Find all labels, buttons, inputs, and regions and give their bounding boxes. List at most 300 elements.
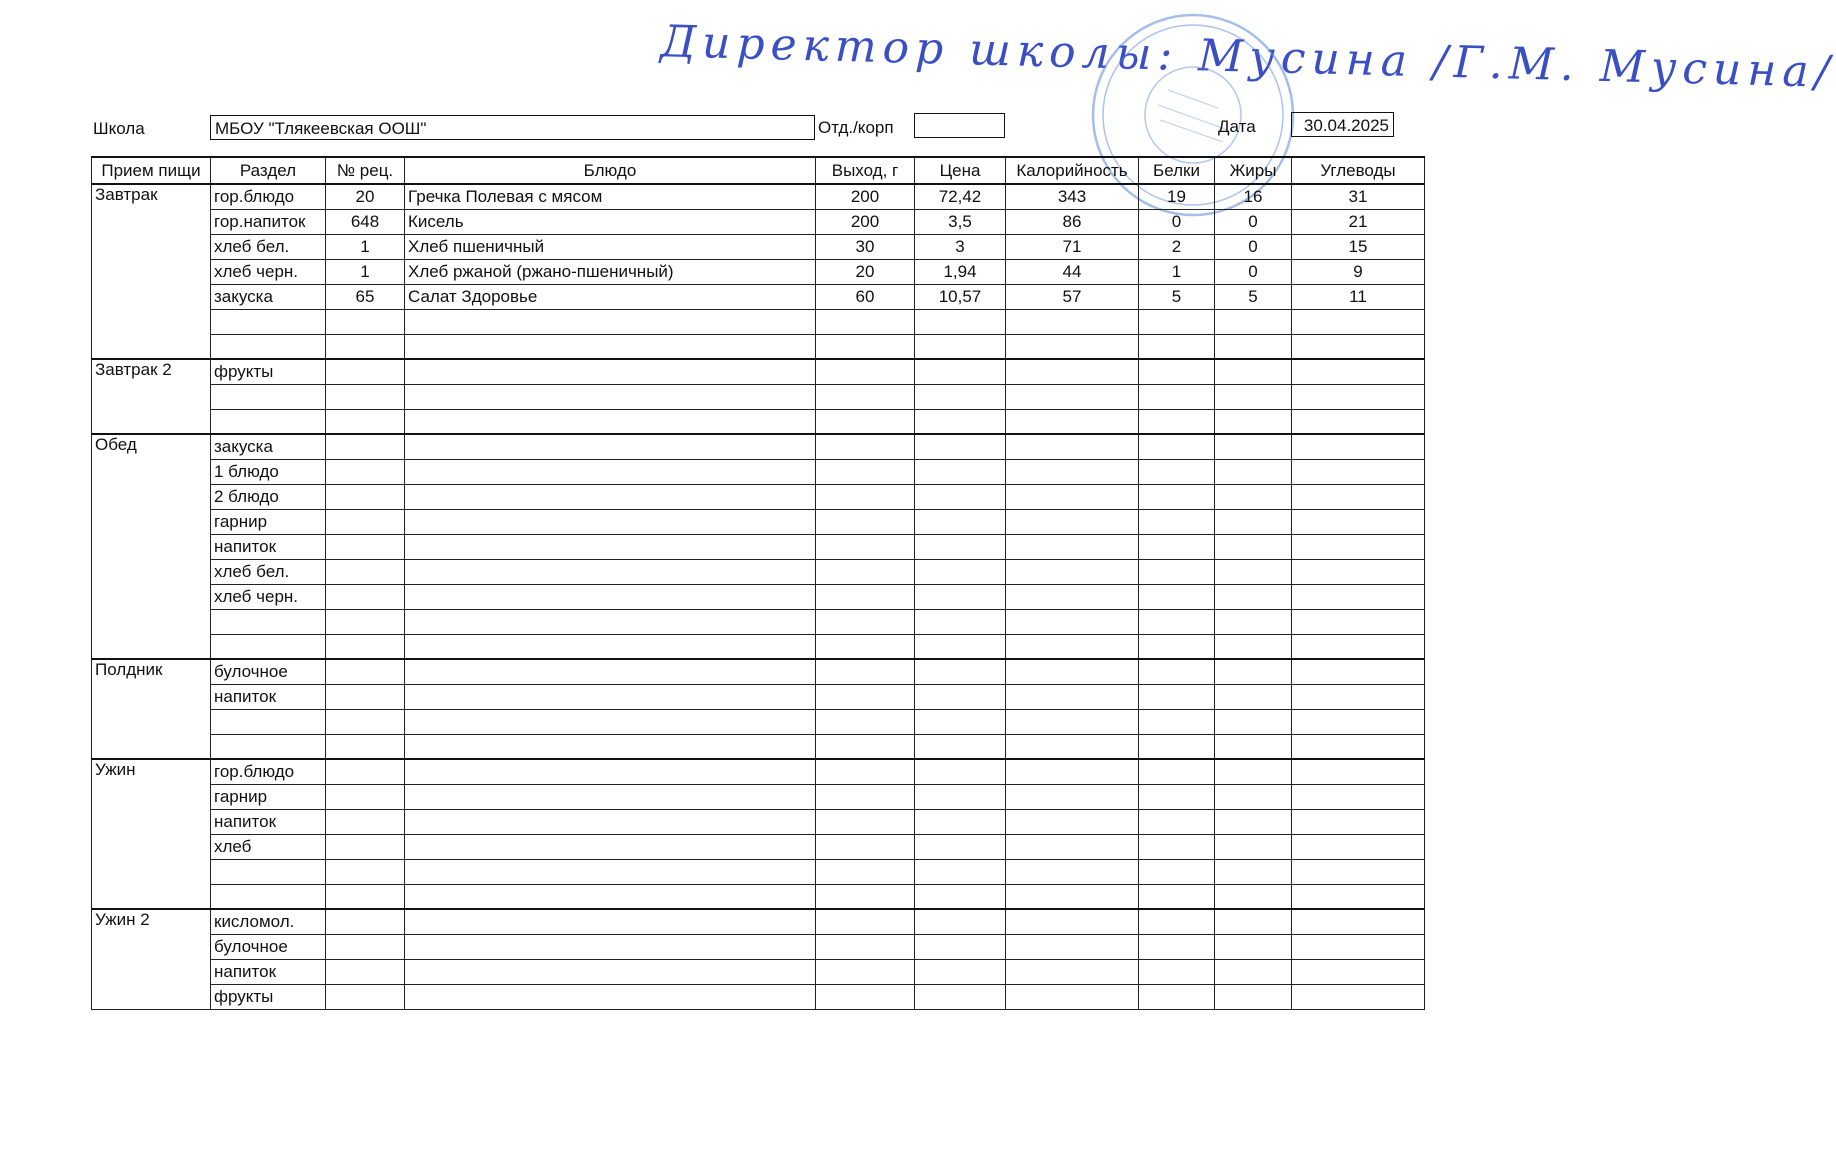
fat-cell [1215, 684, 1292, 709]
yield-cell [816, 659, 915, 684]
table-row [92, 859, 1425, 884]
kcal-cell [1006, 334, 1139, 359]
section-cell: гарнир [211, 784, 326, 809]
table-row [92, 709, 1425, 734]
table-row [92, 809, 1425, 834]
price-cell: 10,57 [915, 284, 1006, 309]
carbs-cell [1292, 609, 1425, 634]
fat-cell [1215, 484, 1292, 509]
kcal-cell: 44 [1006, 259, 1139, 284]
carbs-cell [1292, 984, 1425, 1009]
price-cell [915, 459, 1006, 484]
kcal-cell [1006, 484, 1139, 509]
dish-cell [405, 459, 816, 484]
section-cell [211, 634, 326, 659]
department-field[interactable] [914, 113, 1005, 138]
dish-cell [405, 534, 816, 559]
section-cell: закуска [211, 284, 326, 309]
table-row [92, 659, 1425, 684]
fat-cell [1215, 959, 1292, 984]
yield-cell [816, 859, 915, 884]
price-cell [915, 634, 1006, 659]
fat-cell [1215, 759, 1292, 784]
protein-cell [1139, 434, 1215, 459]
price-cell [915, 659, 1006, 684]
yield-cell [816, 409, 915, 434]
column-header: Раздел [211, 157, 326, 184]
yield-cell: 200 [816, 184, 915, 209]
section-cell [211, 884, 326, 909]
fat-cell [1215, 534, 1292, 559]
dish-cell [405, 809, 816, 834]
section-cell: хлеб бел. [211, 559, 326, 584]
carbs-cell [1292, 909, 1425, 934]
protein-cell [1139, 384, 1215, 409]
price-cell: 72,42 [915, 184, 1006, 209]
meal-name-cell: Завтрак [92, 184, 211, 359]
fat-cell [1215, 559, 1292, 584]
yield-cell [816, 684, 915, 709]
section-cell: фрукты [211, 984, 326, 1009]
kcal-cell [1006, 459, 1139, 484]
table-row [92, 184, 1425, 209]
yield-cell [816, 484, 915, 509]
recipe-cell [326, 309, 405, 334]
yield-cell [816, 984, 915, 1009]
kcal-cell [1006, 734, 1139, 759]
recipe-cell [326, 584, 405, 609]
school-field[interactable]: МБОУ "Тлякеевская ООШ" [210, 115, 815, 140]
kcal-cell: 71 [1006, 234, 1139, 259]
yield-cell [816, 909, 915, 934]
dish-cell [405, 559, 816, 584]
kcal-cell [1006, 584, 1139, 609]
fat-cell [1215, 709, 1292, 734]
recipe-cell [326, 609, 405, 634]
meal-name-cell: Ужин 2 [92, 909, 211, 1009]
dish-cell [405, 909, 816, 934]
table-row [92, 434, 1425, 459]
recipe-cell [326, 934, 405, 959]
price-cell [915, 484, 1006, 509]
table-row [92, 909, 1425, 934]
section-cell [211, 609, 326, 634]
carbs-cell [1292, 384, 1425, 409]
column-header: Белки [1139, 157, 1215, 184]
table-row [92, 359, 1425, 384]
recipe-cell [326, 859, 405, 884]
kcal-cell: 343 [1006, 184, 1139, 209]
carbs-cell [1292, 859, 1425, 884]
section-cell: напиток [211, 684, 326, 709]
yield-cell [816, 359, 915, 384]
column-header: Прием пищи [92, 157, 211, 184]
column-header: № рец. [326, 157, 405, 184]
yield-cell [816, 634, 915, 659]
recipe-cell [326, 784, 405, 809]
section-cell: гор.блюдо [211, 759, 326, 784]
table-row [92, 509, 1425, 534]
fat-cell [1215, 909, 1292, 934]
fat-cell [1215, 659, 1292, 684]
carbs-cell [1292, 309, 1425, 334]
carbs-cell [1292, 734, 1425, 759]
carbs-cell: 15 [1292, 234, 1425, 259]
section-cell: гарнир [211, 509, 326, 534]
meal-group [92, 909, 1425, 1009]
dish-cell [405, 984, 816, 1009]
price-cell [915, 534, 1006, 559]
fat-cell [1215, 634, 1292, 659]
protein-cell [1139, 909, 1215, 934]
recipe-cell [326, 759, 405, 784]
price-cell [915, 584, 1006, 609]
recipe-cell [326, 409, 405, 434]
kcal-cell [1006, 959, 1139, 984]
recipe-cell: 20 [326, 184, 405, 209]
dish-cell [405, 684, 816, 709]
yield-cell [816, 309, 915, 334]
yield-cell [816, 459, 915, 484]
fat-cell [1215, 359, 1292, 384]
fat-cell [1215, 309, 1292, 334]
table-row [92, 334, 1425, 359]
dish-cell [405, 959, 816, 984]
column-header: Калорийность [1006, 157, 1139, 184]
price-cell [915, 984, 1006, 1009]
protein-cell [1139, 459, 1215, 484]
protein-cell: 19 [1139, 184, 1215, 209]
section-cell: хлеб черн. [211, 259, 326, 284]
protein-cell [1139, 584, 1215, 609]
price-cell [915, 684, 1006, 709]
dish-cell [405, 509, 816, 534]
recipe-cell [326, 384, 405, 409]
date-field[interactable]: 30.04.2025 [1291, 112, 1394, 137]
kcal-cell [1006, 509, 1139, 534]
price-cell [915, 809, 1006, 834]
fat-cell [1215, 459, 1292, 484]
carbs-cell [1292, 959, 1425, 984]
price-cell [915, 609, 1006, 634]
table-row [92, 759, 1425, 784]
section-cell: напиток [211, 809, 326, 834]
recipe-cell [326, 559, 405, 584]
table-row [92, 259, 1425, 284]
section-cell: 2 блюдо [211, 484, 326, 509]
section-cell: гор.блюдо [211, 184, 326, 209]
kcal-cell [1006, 559, 1139, 584]
protein-cell [1139, 534, 1215, 559]
dish-cell [405, 759, 816, 784]
section-cell: напиток [211, 534, 326, 559]
table-row [92, 234, 1425, 259]
date-label: Дата [1218, 117, 1256, 136]
column-header: Углеводы [1292, 157, 1425, 184]
recipe-cell [326, 434, 405, 459]
price-cell [915, 509, 1006, 534]
dish-cell [405, 609, 816, 634]
kcal-cell [1006, 384, 1139, 409]
carbs-cell [1292, 709, 1425, 734]
yield-cell [816, 809, 915, 834]
table-row [92, 609, 1425, 634]
protein-cell [1139, 559, 1215, 584]
fat-cell: 5 [1215, 284, 1292, 309]
carbs-cell [1292, 559, 1425, 584]
kcal-cell: 86 [1006, 209, 1139, 234]
meal-name-cell: Завтрак 2 [92, 359, 211, 434]
table-row [92, 984, 1425, 1009]
carbs-cell: 11 [1292, 284, 1425, 309]
carbs-cell: 31 [1292, 184, 1425, 209]
yield-cell [816, 559, 915, 584]
section-cell [211, 709, 326, 734]
kcal-cell [1006, 759, 1139, 784]
fat-cell [1215, 884, 1292, 909]
yield-cell [816, 434, 915, 459]
protein-cell [1139, 859, 1215, 884]
protein-cell [1139, 734, 1215, 759]
protein-cell [1139, 834, 1215, 859]
dish-cell [405, 434, 816, 459]
department-label: Отд./корп [818, 118, 894, 137]
recipe-cell [326, 984, 405, 1009]
price-cell [915, 759, 1006, 784]
fat-cell [1215, 384, 1292, 409]
carbs-cell [1292, 334, 1425, 359]
protein-cell [1139, 509, 1215, 534]
recipe-cell [326, 459, 405, 484]
protein-cell [1139, 684, 1215, 709]
protein-cell [1139, 809, 1215, 834]
protein-cell [1139, 984, 1215, 1009]
kcal-cell [1006, 534, 1139, 559]
fat-cell [1215, 834, 1292, 859]
dish-cell [405, 309, 816, 334]
section-cell [211, 309, 326, 334]
carbs-cell [1292, 834, 1425, 859]
dish-cell: Хлеб пшеничный [405, 234, 816, 259]
price-cell [915, 434, 1006, 459]
protein-cell: 1 [1139, 259, 1215, 284]
section-cell: фрукты [211, 359, 326, 384]
column-header: Блюдо [405, 157, 816, 184]
carbs-cell [1292, 934, 1425, 959]
yield-cell [816, 709, 915, 734]
kcal-cell [1006, 684, 1139, 709]
section-cell: булочное [211, 934, 326, 959]
price-cell: 1,94 [915, 259, 1006, 284]
protein-cell [1139, 634, 1215, 659]
section-cell: булочное [211, 659, 326, 684]
price-cell [915, 409, 1006, 434]
dish-cell [405, 784, 816, 809]
price-cell [915, 909, 1006, 934]
section-cell: кисломол. [211, 909, 326, 934]
carbs-cell [1292, 534, 1425, 559]
yield-cell [816, 959, 915, 984]
recipe-cell [326, 959, 405, 984]
protein-cell [1139, 484, 1215, 509]
dish-cell [405, 884, 816, 909]
protein-cell [1139, 934, 1215, 959]
protein-cell: 2 [1139, 234, 1215, 259]
dish-cell: Хлеб ржаной (ржано-пшеничный) [405, 259, 816, 284]
meal-name-cell: Обед [92, 434, 211, 659]
recipe-cell [326, 834, 405, 859]
price-cell [915, 559, 1006, 584]
protein-cell [1139, 334, 1215, 359]
carbs-cell [1292, 359, 1425, 384]
table-row [92, 584, 1425, 609]
protein-cell [1139, 759, 1215, 784]
price-cell: 3 [915, 234, 1006, 259]
price-cell [915, 709, 1006, 734]
recipe-cell: 1 [326, 234, 405, 259]
section-cell: хлеб [211, 834, 326, 859]
carbs-cell [1292, 409, 1425, 434]
meal-group [92, 184, 1425, 359]
carbs-cell [1292, 434, 1425, 459]
recipe-cell [326, 509, 405, 534]
protein-cell [1139, 609, 1215, 634]
dish-cell [405, 384, 816, 409]
table-row [92, 284, 1425, 309]
carbs-cell [1292, 684, 1425, 709]
section-cell: гор.напиток [211, 209, 326, 234]
carbs-cell [1292, 634, 1425, 659]
protein-cell: 0 [1139, 209, 1215, 234]
protein-cell [1139, 959, 1215, 984]
school-label: Школа [93, 119, 145, 138]
protein-cell: 5 [1139, 284, 1215, 309]
yield-cell [816, 334, 915, 359]
table-row [92, 209, 1425, 234]
meal-group [92, 434, 1425, 659]
dish-cell [405, 584, 816, 609]
dish-cell [405, 934, 816, 959]
dish-cell [405, 734, 816, 759]
protein-cell [1139, 709, 1215, 734]
table-row [92, 834, 1425, 859]
kcal-cell [1006, 709, 1139, 734]
section-cell [211, 859, 326, 884]
column-header: Жиры [1215, 157, 1292, 184]
meal-group [92, 659, 1425, 759]
recipe-cell [326, 534, 405, 559]
price-cell [915, 859, 1006, 884]
recipe-cell [326, 684, 405, 709]
section-cell [211, 334, 326, 359]
recipe-cell [326, 909, 405, 934]
table-row [92, 459, 1425, 484]
fat-cell [1215, 809, 1292, 834]
table-row [92, 959, 1425, 984]
fat-cell [1215, 509, 1292, 534]
table-row [92, 784, 1425, 809]
section-cell [211, 409, 326, 434]
kcal-cell [1006, 884, 1139, 909]
carbs-cell [1292, 659, 1425, 684]
kcal-cell [1006, 809, 1139, 834]
price-cell [915, 959, 1006, 984]
carbs-cell [1292, 484, 1425, 509]
carbs-cell [1292, 809, 1425, 834]
menu-table [91, 156, 1425, 1010]
price-cell [915, 934, 1006, 959]
meal-name-cell: Ужин [92, 759, 211, 909]
price-cell [915, 884, 1006, 909]
yield-cell [816, 609, 915, 634]
fat-cell: 0 [1215, 234, 1292, 259]
table-row [92, 484, 1425, 509]
kcal-cell [1006, 634, 1139, 659]
yield-cell [816, 534, 915, 559]
protein-cell [1139, 359, 1215, 384]
recipe-cell [326, 809, 405, 834]
table-row [92, 384, 1425, 409]
section-cell: закуска [211, 434, 326, 459]
recipe-cell [326, 709, 405, 734]
kcal-cell [1006, 859, 1139, 884]
meal-name-cell: Полдник [92, 659, 211, 759]
protein-cell [1139, 309, 1215, 334]
table-header-row [92, 157, 1425, 184]
price-cell [915, 334, 1006, 359]
price-cell: 3,5 [915, 209, 1006, 234]
table-row [92, 409, 1425, 434]
recipe-cell [326, 484, 405, 509]
protein-cell [1139, 884, 1215, 909]
fat-cell [1215, 434, 1292, 459]
dish-cell: Кисель [405, 209, 816, 234]
yield-cell: 60 [816, 284, 915, 309]
carbs-cell [1292, 459, 1425, 484]
section-cell: напиток [211, 959, 326, 984]
dish-cell: Гречка Полевая с мясом [405, 184, 816, 209]
price-cell [915, 359, 1006, 384]
dish-cell [405, 334, 816, 359]
table-row [92, 684, 1425, 709]
yield-cell [816, 384, 915, 409]
section-cell [211, 384, 326, 409]
table-row [92, 884, 1425, 909]
kcal-cell [1006, 834, 1139, 859]
table-row [92, 559, 1425, 584]
column-header: Цена [915, 157, 1006, 184]
yield-cell [816, 759, 915, 784]
fat-cell [1215, 784, 1292, 809]
dish-cell [405, 659, 816, 684]
protein-cell [1139, 784, 1215, 809]
kcal-cell [1006, 309, 1139, 334]
dish-cell [405, 409, 816, 434]
price-cell [915, 834, 1006, 859]
fat-cell: 0 [1215, 209, 1292, 234]
table-row [92, 634, 1425, 659]
yield-cell [816, 584, 915, 609]
recipe-cell [326, 884, 405, 909]
kcal-cell [1006, 984, 1139, 1009]
yield-cell [816, 509, 915, 534]
yield-cell [816, 934, 915, 959]
fat-cell [1215, 409, 1292, 434]
dish-cell [405, 859, 816, 884]
recipe-cell [326, 634, 405, 659]
price-cell [915, 384, 1006, 409]
recipe-cell [326, 334, 405, 359]
